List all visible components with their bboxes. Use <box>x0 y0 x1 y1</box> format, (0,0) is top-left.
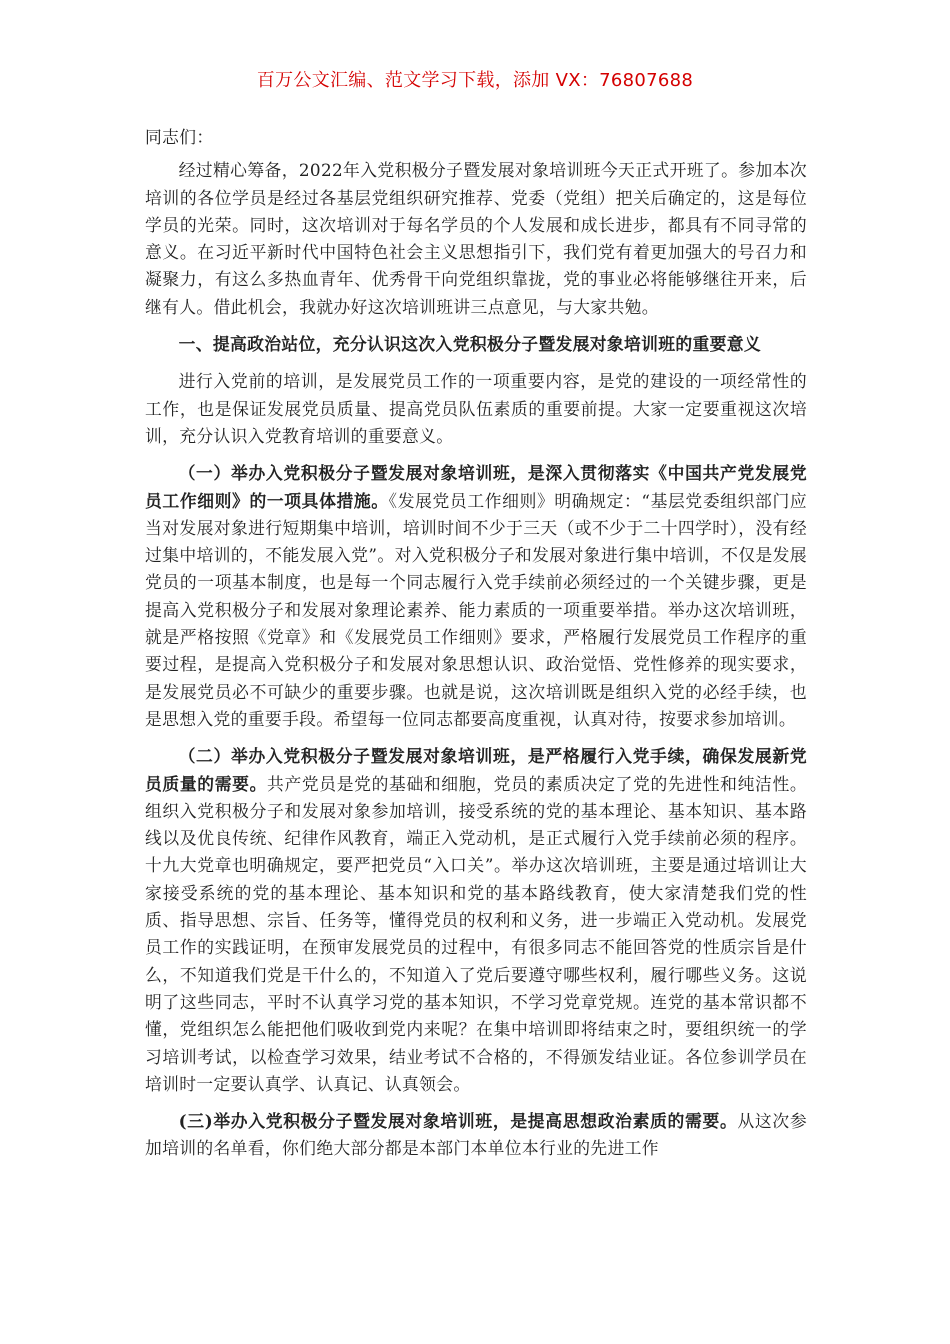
point-3-body: 从这次参加培训的名单看，你们绝大部分都是本部门本单位本行业的先进工作 <box>145 1111 807 1159</box>
section-1-paragraph: 进行入党前的培训，是发展党员工作的一项重要内容，是党的建设的一项经常性的工作，也是保证发展党员质量、提高党员队伍素质的重要前提。大家一定要重视这次培训，充分认识入党教育培训的重要意义。 <box>145 371 807 446</box>
point-2-paragraph <box>145 743 807 1098</box>
point-2-lead: （二）举办入党积极分子暨发展对象培训班，是严格履行入党手续，确保发展新党员质量的需要。 <box>145 746 807 794</box>
point-1-body: 《发展党员工作细则》明确规定：“基层党委组织部门应当对发展对象进行短期集中培训，培训时间不少于三天（或不少于二十四学时），没有经过集中培训的，不能发展入党”。对入党积极分子和发展对象进行集中培训，不仅是发展党员的一项基本制度，也是每一个同志履行入党手续前必须经过的一个关键步骤，更是提高入党积极分子和发展对象理论素养、能力素质的一项重要举措。举办这次培训班，就是严格按照《党章》和《发展党员工作细则》要求，严格履行发展党员工作程序的重要过程，是提高入党积极分子和发展对象思想认识、政治觉悟、党性修养的现实要求，是发展党员必不可缺少的重要步骤。也就是说，这次培训既是组织入党的必经手续，也是思想入党的重要手段。希望每一位同志都要高度重视，认真对待，按要求参加培训。 <box>145 490 808 729</box>
section-heading-1: 一、提高政治站位，充分认识这次入党积极分子暨发展对象培训班的重要意义 <box>178 334 762 355</box>
promo-banner: 百万公文汇编、范文学习下载，添加 VX：76807688 <box>256 70 694 91</box>
point-1-lead: （一）举办入党积极分子暨发展对象培训班，是深入贯彻落实《中国共产党发展党员工作细则》的一项具体措施。 <box>145 463 807 511</box>
point-3-paragraph <box>145 1108 807 1163</box>
point-3-lead: (三)举办入党积极分子暨发展对象培训班，是提高思想政治素质的需要。 <box>178 1111 738 1132</box>
document-body <box>145 124 807 1173</box>
point-2-body: 共产党员是党的基础和细胞，党员的素质决定了党的先进性和纯洁性。组织入党积极分子和发展对象参加培训，接受系统的党的基本理论、基本知识、基本路线以及优良传统、纪律作风教育，端正入党动机，是正式履行入党手续前必须的程序。十九大党章也明确规定，要严把党员“入口关”。举办这次培训班，主要是通过培训让大家接受系统的党的基本理论、基本知识和党的基本路线教育，使大家清楚我们党的性质、指导思想、宗旨、任务等，懂得党员的权利和义务，进一步端正入党动机。发展党员工作的实践证明，在预审发展党员的过程中，有很多同志不能回答党的性质宗旨是什么，不知道我们党是干什么的，不知道入了党后要遵守哪些权利，履行哪些义务。这说明了这些同志，平时不认真学习党的基本知识，不学习党章党规。连党的基本常识都不懂，党组织怎么能把他们吸收到党内来呢？在集中培训即将结束之时，要组织统一的学习培训考试，以检查学习效果，结业考试不合格的，不得颁发结业证。各位参训学员在培训时一定要认真学、认真记、认真领会。 <box>145 773 808 1094</box>
intro-paragraph: 经过精心筹备，2022年入党积极分子暨发展对象培训班今天正式开班了。参加本次培训的各位学员是经过各基层党组织研究推荐、党委（党组）把关后确定的，这是每位学员的光荣。同时，这次培训对于每名学员的个人发展和成长进步，都具有不同寻常的意义。在习近平新时代中国特色社会主义思想指引下，我们党有着更加强大的号召力和凝聚力，有这么多热血青年、优秀骨干向党组织靠拢，党的事业必将能够继往开来，后继有人。借此机会，我就办好这次培训班讲三点意见，与大家共勉。 <box>145 160 807 317</box>
salutation: 同志们： <box>145 127 214 147</box>
point-1-paragraph <box>145 460 807 733</box>
